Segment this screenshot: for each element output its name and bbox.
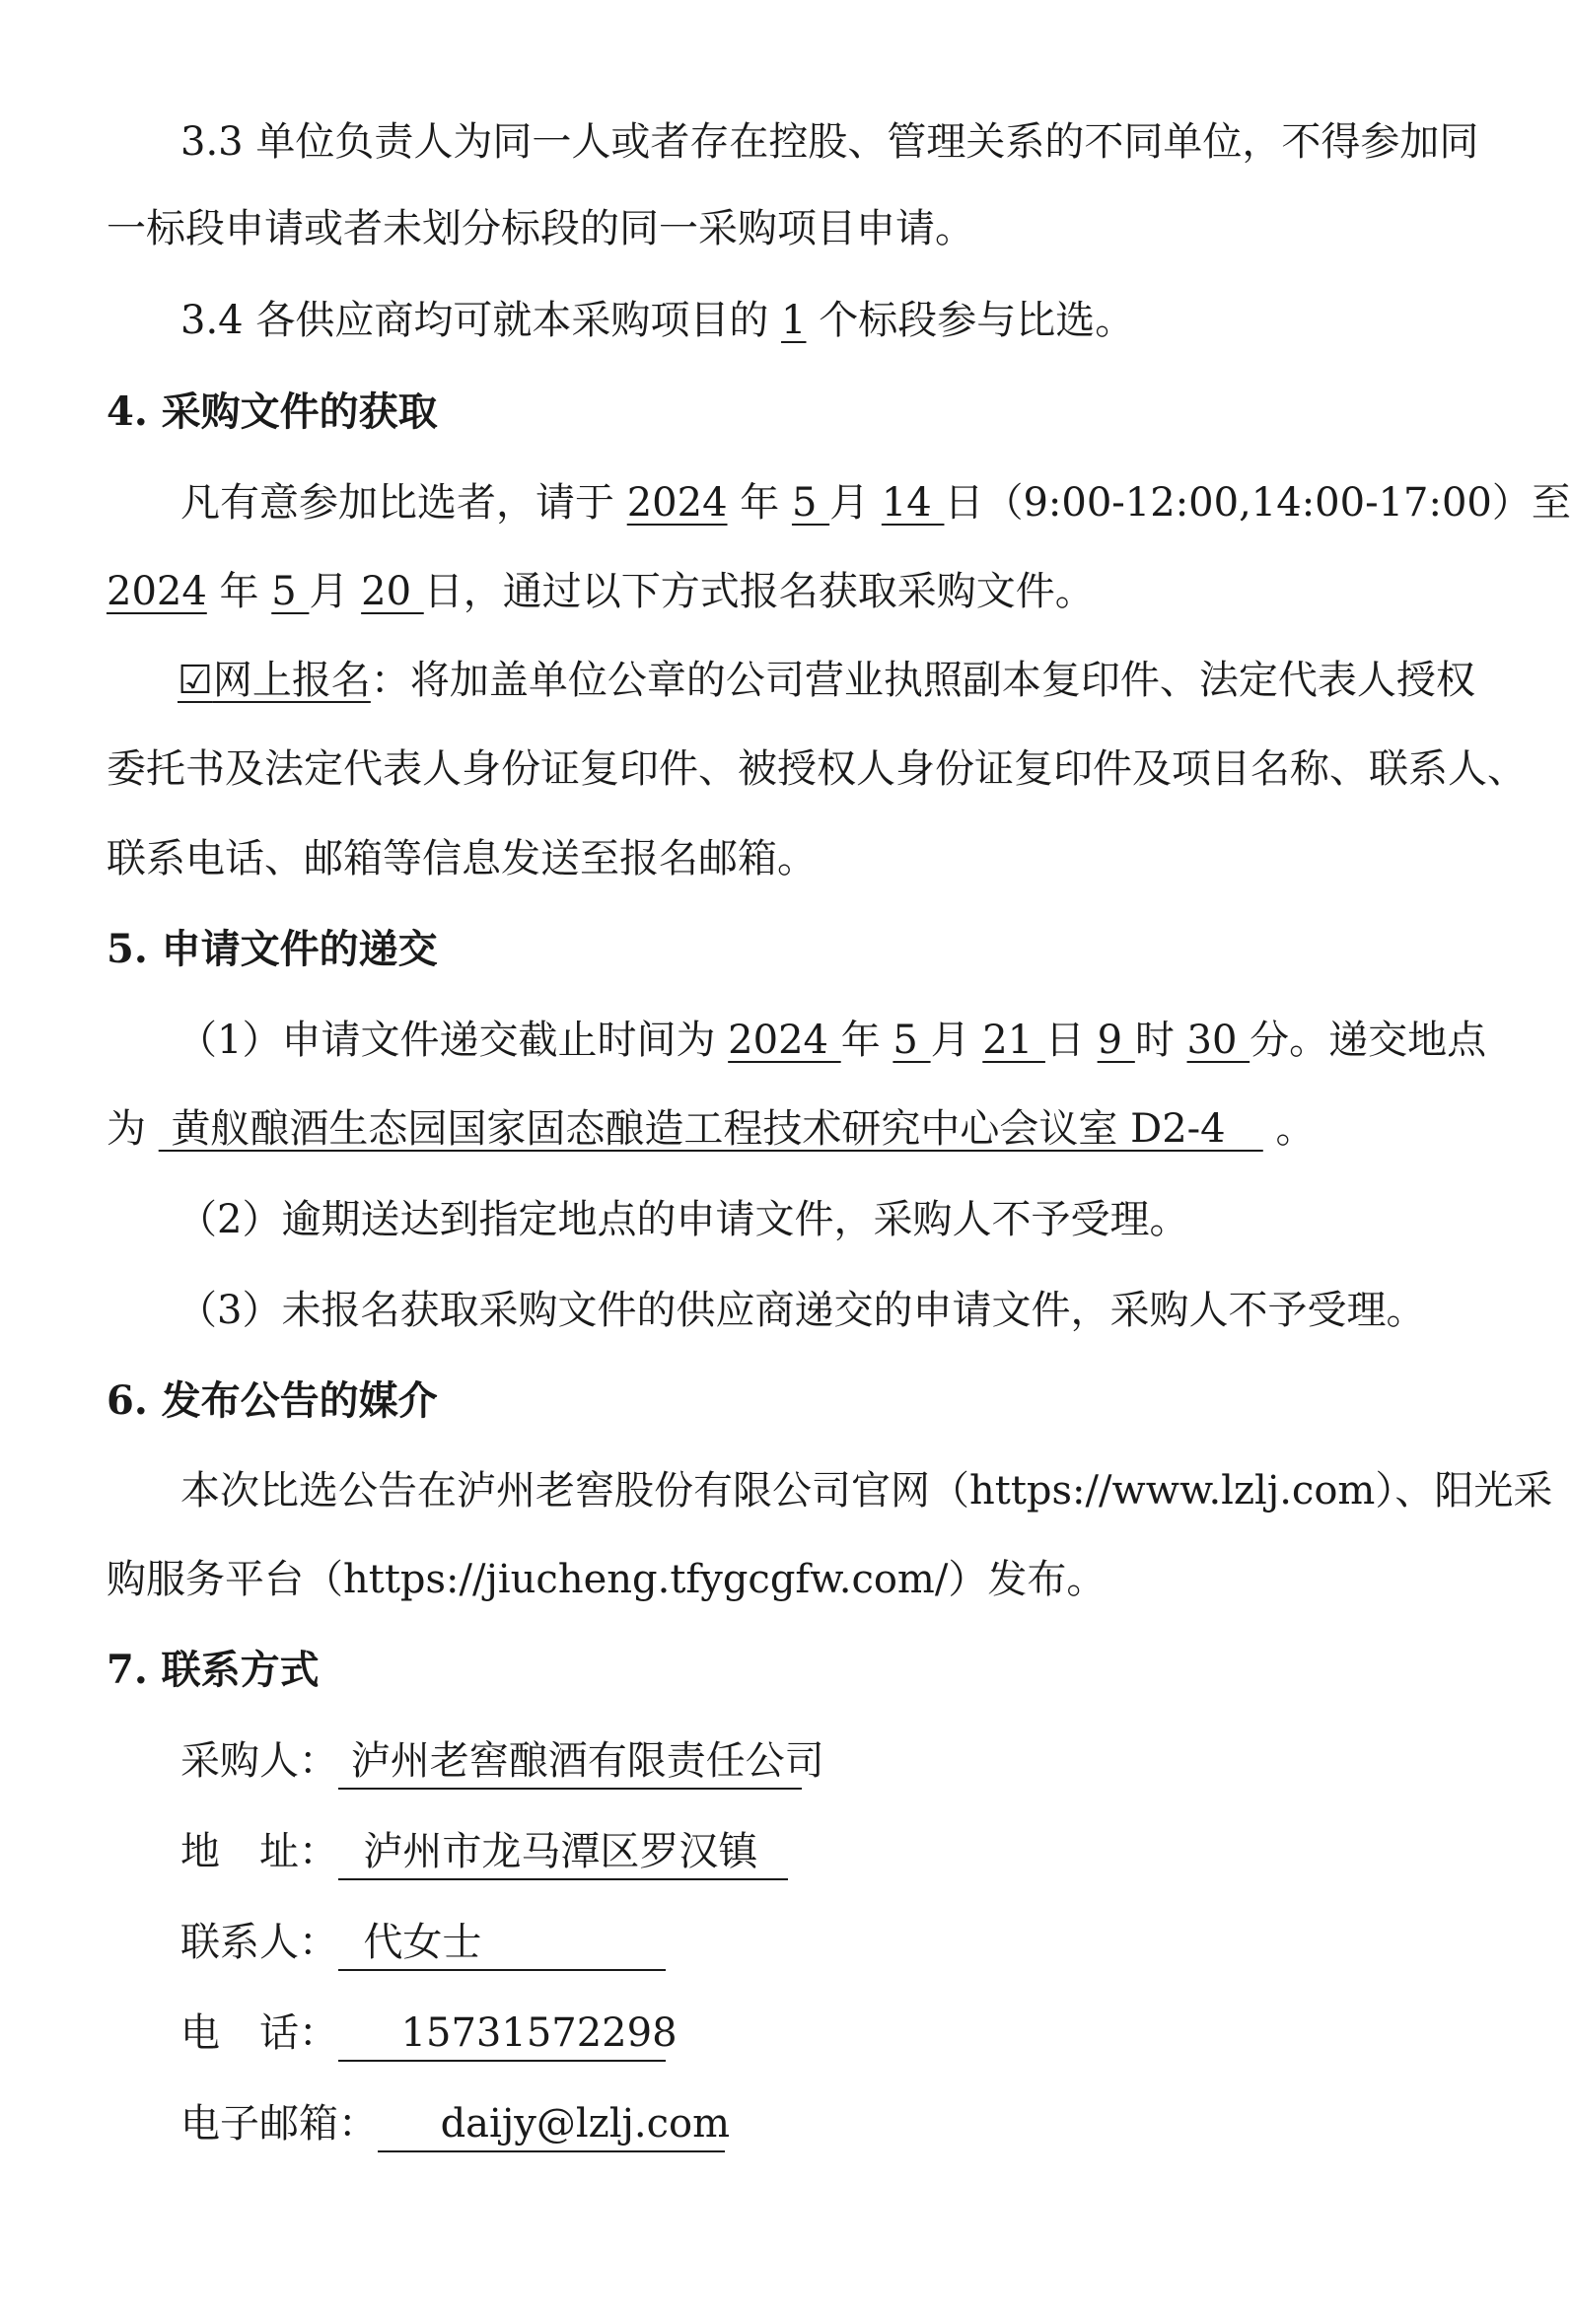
deadline-year: 2024 bbox=[728, 1018, 841, 1063]
text-fragment: 年 bbox=[206, 569, 272, 614]
start-year: 2024 bbox=[626, 480, 728, 526]
deadline-day: 21 bbox=[982, 1018, 1045, 1063]
text-fragment: ：将加盖单位公章的公司营业执照副本复印件、法定代表人授权 bbox=[370, 658, 1475, 703]
text-fragment: 时 bbox=[1134, 1018, 1187, 1063]
email-value: daijy@lzlj.com bbox=[378, 2099, 725, 2152]
email-label: 电子邮箱： bbox=[180, 2101, 378, 2147]
address-value: 泸州市龙马潭区罗汉镇 bbox=[338, 1827, 788, 1880]
start-month: 5 bbox=[791, 480, 830, 526]
section-5-heading: 5. 申请文件的递交 bbox=[107, 926, 438, 972]
text-fragment: 分。递交地点 bbox=[1250, 1018, 1487, 1063]
online-registration-line3: 联系电话、邮箱等信息发送至报名邮箱。 bbox=[107, 836, 817, 881]
section-6-para-line1: 本次比选公告在泸州老窖股份有限公司官网（https://www.lzlj.com）、阳光采 bbox=[180, 1468, 1553, 1514]
paragraph-3-3-line2: 一标段申请或者未划分标段的同一采购项目申请。 bbox=[107, 206, 974, 251]
section-5-item1-line2 bbox=[107, 1101, 1389, 1157]
section-4-para1-line1 bbox=[180, 475, 1571, 530]
paragraph-3-4-text-b: 个标段参与比选。 bbox=[806, 298, 1135, 343]
section-4-para1-line2 bbox=[107, 564, 1389, 619]
checked-checkbox-icon: ☑ bbox=[178, 658, 213, 703]
text-fragment: 月 bbox=[309, 569, 362, 614]
section-5-item1-line1 bbox=[178, 1013, 1487, 1068]
section-4-heading: 4. 采购文件的获取 bbox=[107, 388, 438, 435]
section-5-item2: （2）逾期送达到指定地点的申请文件，采购人不予受理。 bbox=[178, 1197, 1189, 1242]
text-fragment: 日，通过以下方式报名获取采购文件。 bbox=[423, 569, 1095, 614]
end-day: 20 bbox=[361, 569, 424, 614]
text-fragment: 为 bbox=[107, 1106, 159, 1152]
online-registration-line2: 委托书及法定代表人身份证复印件、被授权人身份证复印件及项目名称、联系人、 bbox=[107, 746, 1527, 792]
text-fragment: 年 bbox=[840, 1018, 893, 1063]
contact-label: 联系人： bbox=[180, 1920, 338, 1965]
contact-phone-row bbox=[180, 2006, 1364, 2062]
lot-count-value: 1 bbox=[781, 298, 807, 343]
phone-label: 电 话： bbox=[180, 2010, 338, 2056]
deadline-month: 5 bbox=[893, 1018, 931, 1063]
online-registration-option bbox=[178, 658, 371, 703]
section-6-heading: 6. 发布公告的媒介 bbox=[107, 1377, 438, 1424]
contact-value: 代女士 bbox=[338, 1918, 666, 1971]
section-5-item3: （3）未报名获取采购文件的供应商递交的申请文件，采购人不予受理。 bbox=[178, 1288, 1426, 1333]
text-fragment: （1）申请文件递交截止时间为 bbox=[178, 1018, 729, 1063]
text-fragment: 月 bbox=[829, 480, 882, 526]
purchaser-label: 采购人： bbox=[180, 1738, 338, 1784]
paragraph-3-4 bbox=[180, 293, 1413, 348]
text-fragment: 月 bbox=[930, 1018, 983, 1063]
submission-place: 黄舣酿酒生态园国家固态酿造工程技术研究中心会议室 D2-4 bbox=[158, 1106, 1263, 1152]
contact-purchaser-row bbox=[180, 1733, 1364, 1790]
section-7-heading: 7. 联系方式 bbox=[107, 1647, 320, 1693]
text-fragment: 年 bbox=[727, 480, 792, 526]
deadline-minute: 30 bbox=[1186, 1018, 1250, 1063]
contact-email-row bbox=[180, 2096, 1364, 2152]
phone-value: 15731572298 bbox=[338, 2008, 666, 2062]
end-month: 5 bbox=[271, 569, 310, 614]
text-fragment: 凡有意参加比选者，请于 bbox=[180, 480, 627, 526]
address-label: 地 址： bbox=[180, 1829, 338, 1874]
text-fragment: 。 bbox=[1262, 1106, 1316, 1152]
purchaser-value: 泸州老窖酿酒有限责任公司 bbox=[338, 1736, 802, 1790]
contact-address-row bbox=[180, 1824, 1364, 1880]
online-registration-line1 bbox=[178, 653, 1475, 708]
paragraph-3-3-line1: 3.3 单位负责人为同一人或者存在控股、管理关系的不同单位，不得参加同 bbox=[180, 119, 1479, 165]
deadline-hour: 9 bbox=[1097, 1018, 1135, 1063]
section-6-para-line2: 购服务平台（https://jiucheng.tfygcgfw.com/）发布。 bbox=[107, 1557, 1107, 1602]
contact-person-row bbox=[180, 1915, 1364, 1971]
online-registration-label: 网上报名 bbox=[212, 658, 371, 703]
paragraph-3-4-text-a: 3.4 各供应商均可就本采购项目的 bbox=[180, 298, 782, 343]
text-fragment: 日 bbox=[1044, 1018, 1098, 1063]
start-day: 14 bbox=[881, 480, 945, 526]
text-fragment: 日（9:00-12:00,14:00-17:00）至 bbox=[944, 480, 1571, 526]
end-year: 2024 bbox=[107, 569, 207, 614]
